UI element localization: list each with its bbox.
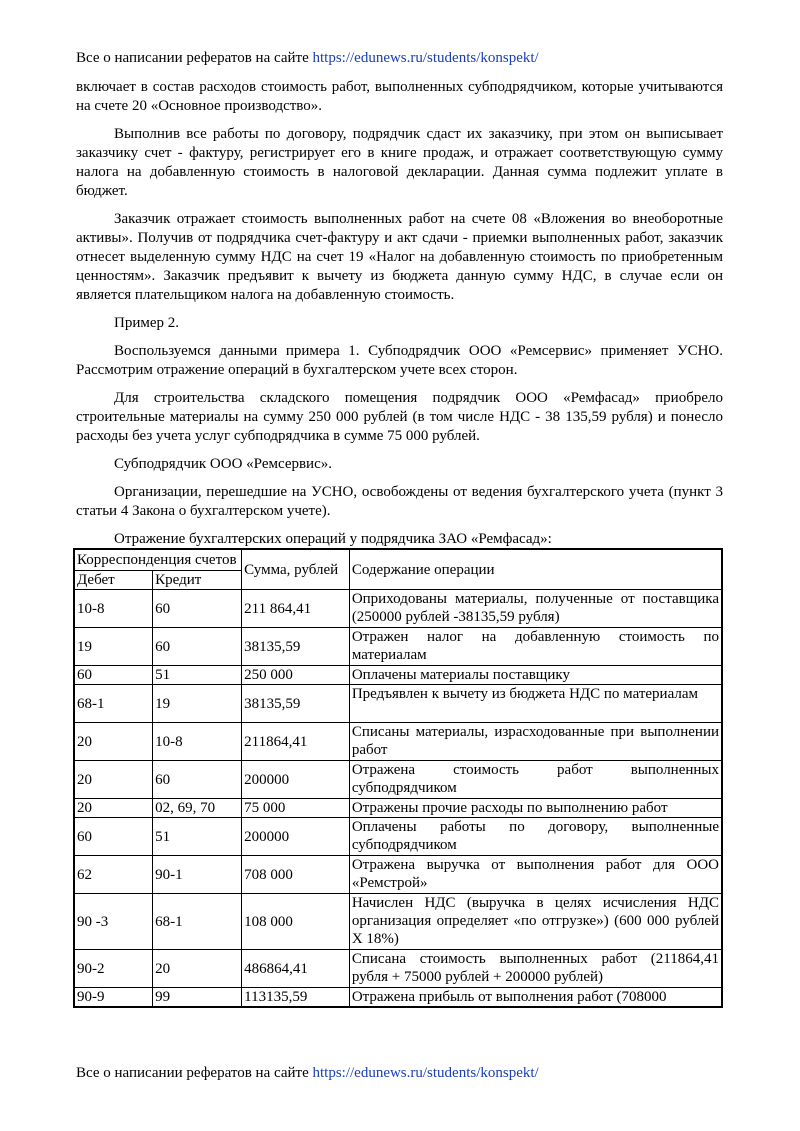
table-body — [74, 590, 722, 1008]
cell-amount: 75 000 — [242, 799, 350, 818]
cell-debit: 20 — [74, 799, 153, 818]
cell-credit: 10-8 — [153, 723, 242, 761]
cell-amount: 108 000 — [242, 894, 350, 950]
cell-debit: 60 — [74, 666, 153, 685]
paragraph: Организации, перешедшие на УСНО, освобождены от ведения бухгалтерского учета (пункт 3 статьи 4 Закона о бухгалтерском учете). — [76, 484, 723, 519]
cell-credit: 51 — [153, 818, 242, 856]
table-row — [74, 723, 722, 761]
cell-content: Оплачены работы по договору, выполненные субподрядчиком — [349, 818, 722, 856]
cell-credit: 19 — [153, 685, 242, 723]
cell-content: Отражена выручка от выполнения работ для ООО «Ремстрой» — [349, 856, 722, 894]
header-debit: Дебет — [74, 571, 153, 590]
table-caption: Отражение бухгалтерских операций у подрядчика ЗАО «Ремфасад»: — [114, 531, 552, 547]
cell-amount: 200000 — [242, 818, 350, 856]
cell-credit: 60 — [153, 628, 242, 666]
cell-debit: 90 -3 — [74, 894, 153, 950]
cell-amount: 200000 — [242, 761, 350, 799]
paragraph: Воспользуемся данными примера 1. Субподрядчик ООО «Ремсервис» применяет УСНО. Рассмотрим отражение операций в бухгалтерском учете всех сторон. — [76, 343, 723, 378]
cell-amount: 211864,41 — [242, 723, 350, 761]
header-content: Содержание операции — [349, 549, 722, 590]
cell-credit: 51 — [153, 666, 242, 685]
footer-text: Все о написании рефератов на сайте — [76, 1065, 313, 1081]
cell-amount: 38135,59 — [242, 628, 350, 666]
operations-table — [73, 548, 723, 1008]
paragraph: включает в состав расходов стоимость работ, выполненных субподрядчиком, которые учитываются на счете 20 «Основное производство». — [76, 79, 723, 114]
cell-debit: 20 — [74, 761, 153, 799]
header-credit: Кредит — [153, 571, 242, 590]
page-header — [76, 49, 539, 67]
table-row — [74, 856, 722, 894]
cell-debit: 62 — [74, 856, 153, 894]
cell-amount: 113135,59 — [242, 988, 350, 1008]
cell-debit: 68-1 — [74, 685, 153, 723]
cell-credit: 90-1 — [153, 856, 242, 894]
table-row — [74, 685, 722, 723]
footer-link[interactable]: https://edunews.ru/students/konspekt/ — [312, 1065, 539, 1081]
cell-content: Отражены прочие расходы по выполнению работ — [349, 799, 722, 818]
cell-credit: 99 — [153, 988, 242, 1008]
cell-amount: 38135,59 — [242, 685, 350, 723]
paragraph: Пример 2. — [114, 315, 180, 331]
cell-debit: 90-2 — [74, 950, 153, 988]
cell-debit: 19 — [74, 628, 153, 666]
cell-content: Списаны материалы, израсходованные при выполнении работ — [349, 723, 722, 761]
cell-amount: 211 864,41 — [242, 590, 350, 628]
cell-content: Начислен НДС (выручка в целях исчисления НДС организация определяет «по отгрузке») (600 000 рублей Х 18%) — [349, 894, 722, 950]
cell-content: Отражена стоимость работ выполненных субподрядчиком — [349, 761, 722, 799]
table-row — [74, 950, 722, 988]
page-footer — [76, 1064, 539, 1082]
cell-content: Оприходованы материалы, полученные от поставщика (250000 рублей -38135,59 рубля) — [349, 590, 722, 628]
header-text: Все о написании рефератов на сайте — [76, 50, 313, 66]
cell-content: Списана стоимость выполненных работ (211864,41 рубля + 75000 рублей + 200000 рублей) — [349, 950, 722, 988]
table-row — [74, 818, 722, 856]
header-link[interactable]: https://edunews.ru/students/konspekt/ — [312, 50, 539, 66]
paragraph: Заказчик отражает стоимость выполненных работ на счете 08 «Вложения во внеоборотные активы». Получив от подрядчика счет-фактуру и акт сдачи - приемки выполненных работ, заказчик отнесет выделенную сумму НДС на счет 19 «Налог на добавленную стоимость по приобретенным ценностям». Заказчик предъявит к вычету из бюджета данную сумму НДС, в случае если он является плательщиком налога на добавленную стоимость. — [76, 211, 723, 303]
cell-content: Отражена прибыль от выполнения работ (708000 — [349, 988, 722, 1008]
header-amount: Сумма, рублей — [242, 549, 350, 590]
table-row — [74, 628, 722, 666]
cell-debit: 60 — [74, 818, 153, 856]
paragraph: Субподрядчик ООО «Ремсервис». — [114, 456, 332, 472]
document-body — [76, 78, 723, 558]
table-row — [74, 799, 722, 818]
cell-amount: 250 000 — [242, 666, 350, 685]
cell-content: Оплачены материалы поставщику — [349, 666, 722, 685]
cell-content: Предъявлен к вычету из бюджета НДС по материалам — [349, 685, 722, 723]
cell-credit: 02, 69, 70 — [153, 799, 242, 818]
cell-amount: 708 000 — [242, 856, 350, 894]
paragraph: Для строительства складского помещения подрядчик ООО «Ремфасад» приобрело строительные материалы на сумму 250 000 рублей (в том числе НДС - 38 135,59 рубля) и понесло расходы без учета услуг субподрядчика в сумме 75 000 рублей. — [76, 390, 723, 444]
cell-amount: 486864,41 — [242, 950, 350, 988]
table-row — [74, 666, 722, 685]
cell-credit: 20 — [153, 950, 242, 988]
cell-content: Отражен налог на добавленную стоимость по материалам — [349, 628, 722, 666]
cell-debit: 90-9 — [74, 988, 153, 1008]
paragraph: Выполнив все работы по договору, подрядчик сдаст их заказчику, при этом он выписывает заказчику счет - фактуру, регистрирует его в книге продаж, и отражает соответствующую сумму налога на добавленную стоимость в налоговой декларации. Данная сумма подлежит уплате в бюджет. — [76, 126, 723, 199]
table-row — [74, 761, 722, 799]
cell-debit: 20 — [74, 723, 153, 761]
cell-debit: 10-8 — [74, 590, 153, 628]
header-corr: Корреспонденция счетов — [74, 549, 242, 571]
cell-credit: 60 — [153, 761, 242, 799]
cell-credit: 60 — [153, 590, 242, 628]
cell-credit: 68-1 — [153, 894, 242, 950]
table-row — [74, 590, 722, 628]
table-row — [74, 894, 722, 950]
table-row — [74, 988, 722, 1008]
